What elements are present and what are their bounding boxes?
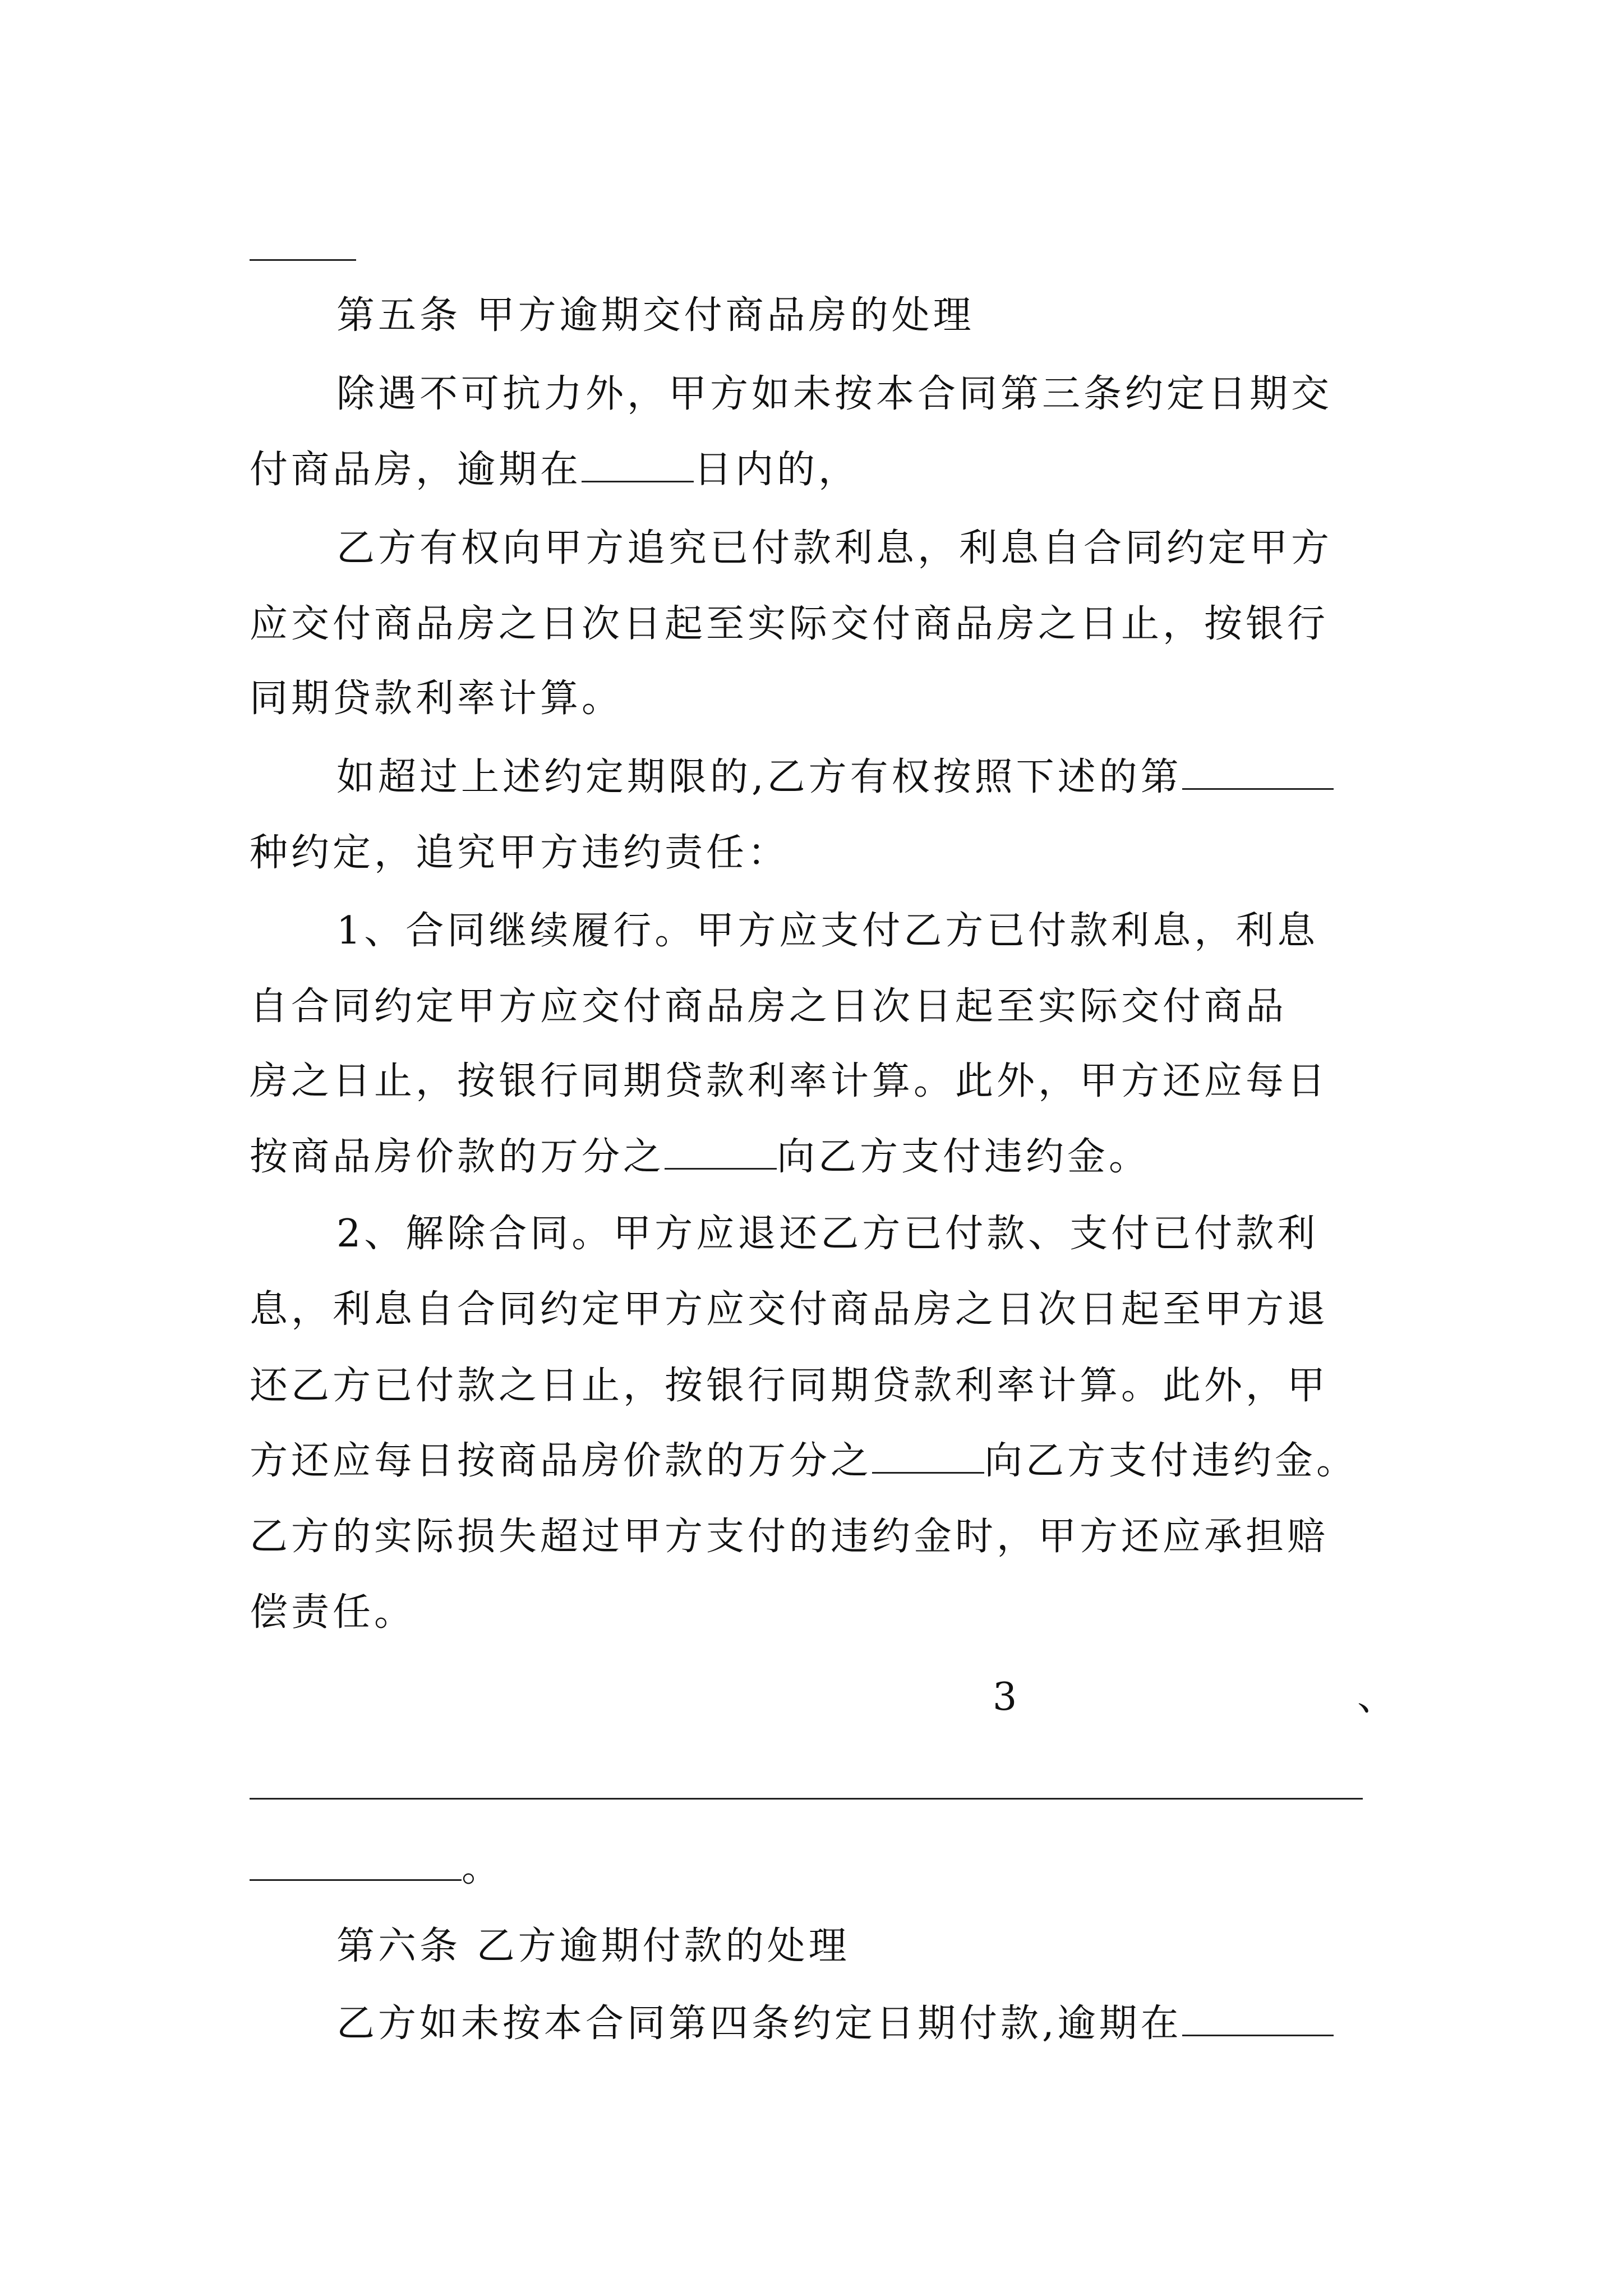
article6-p1 [336,1997,1334,2051]
p2-line2: 应交付商品房之日次日起至实际交付商品房之日止，按银行 [250,602,1329,646]
option2-line6: 偿责任。 [250,1590,416,1635]
option3-line1 [993,1671,1017,1724]
p1-line2-end: 日内的， [694,448,860,492]
article6-title: 第六条 乙方逾期付款的处理 [336,1924,850,1968]
days-blank[interactable] [582,452,694,482]
option1-line4 [250,1130,1150,1184]
option3-number: 3 [993,1675,1017,1719]
penalty-rate-blank-1[interactable] [665,1139,777,1170]
p1-line2-text: 付商品房，逾期在 [250,448,582,492]
article5-title: 第五条 甲方逾期交付商品房的处理 [336,293,975,338]
option1-line3: 房之日止，按银行同期贷款利率计算。此外，甲方还应每日 [250,1059,1329,1103]
p1-line1: 除遇不可抗力外，甲方如未按本合同第三条约定日期交 [336,372,1333,416]
p3-line1 [336,751,1334,804]
option2-line4 [250,1434,1358,1488]
option-number-blank[interactable] [1182,759,1334,790]
option1-line4-end: 向乙方支付违约金。 [777,1135,1151,1179]
option2-line5: 乙方的实际损失超过甲方支付的违约金时，甲方还应承担赔 [250,1515,1329,1559]
option1-line4-text: 按商品房价款的万分之 [250,1135,665,1179]
option3-blank-short[interactable] [250,1850,462,1881]
option1-line1: 1、合同继续履行。甲方应支付乙方已付款利息，利息 [336,909,1319,953]
p3-line2: 种约定，追究甲方违约责任： [250,831,790,875]
penalty-rate-blank-2[interactable] [872,1443,984,1474]
p1-line2 [250,443,860,497]
option2-line3: 还乙方已付款之日止，按银行同期贷款利率计算。此外，甲 [250,1364,1329,1408]
article6-p1-text: 乙方如未按本合同第四条约定日期付款,逾期在 [336,2001,1182,2046]
option2-line4-end: 向乙方支付违约金。 [984,1439,1358,1483]
option3-line3 [250,1842,503,1895]
option3-mark [1357,1671,1395,1724]
option2-line2: 息，利息自合同约定甲方应交付商品房之日次日起至甲方退 [250,1287,1329,1332]
overdue-days-blank[interactable] [1182,2005,1334,2036]
top-rule [250,259,356,261]
option1-line2: 自合同约定甲方应交付商品房之日次日起至实际交付商品 [250,984,1288,1029]
option3-comma: 、 [1357,1675,1396,1719]
option3-end: 。 [462,1846,504,1890]
option2-line4-text: 方还应每日按商品房价款的万分之 [250,1439,873,1483]
p3-line1-text: 如超过上述约定期限的,乙方有权按照下述的第 [336,755,1182,799]
p2-line3: 同期贷款利率计算。 [250,677,624,721]
option2-line1: 2、解除合同。甲方应退还乙方已付款、支付已付款利 [336,1212,1319,1256]
option3-blank-long[interactable] [250,1798,1363,1800]
p2-line1: 乙方有权向甲方追究已付款利息，利息自合同约定甲方 [336,526,1333,570]
